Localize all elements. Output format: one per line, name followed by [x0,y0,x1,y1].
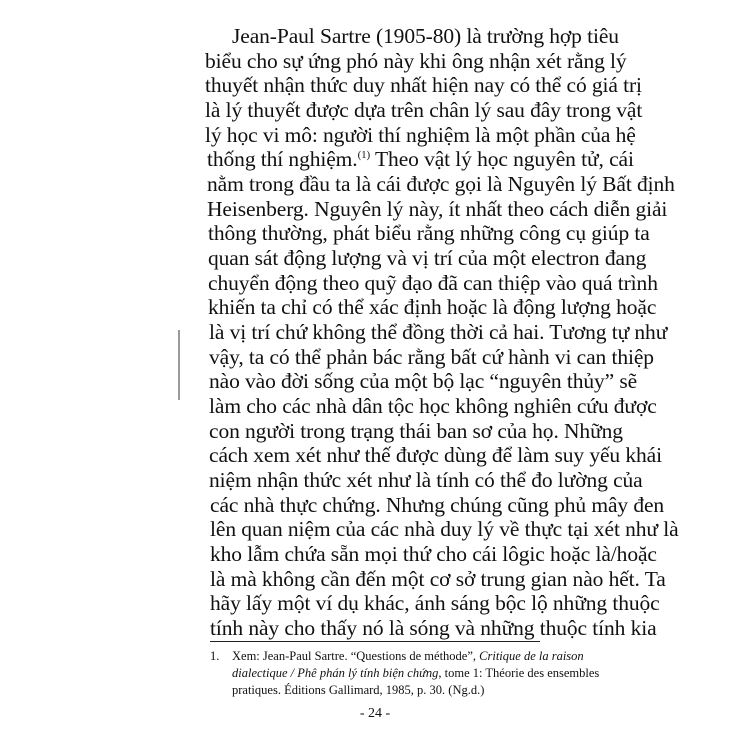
footnote-marker: (1) [357,149,371,162]
page-number: - 24 - [359,706,391,721]
footnote-text: , tome 1: Théorie des ensembles [438,666,600,680]
text-line: là lý thuyết được dựa trên chân lý sau đây trong vật [205,98,643,122]
footnote-line: pratiques. Éditions Gallimard, 1985, p. 30. (Ng.d.) [232,683,485,697]
text-line: thông thường, phát biểu rằng những công cụ giúp ta [208,221,650,246]
text-line: khiến ta chỉ có thể xác định hoặc là động lượng hoặc [208,295,657,320]
text-line: niệm nhận thức xét như là tính có thể đo lường của [209,468,643,492]
text-line: thuyết nhận thức duy nhất hiện nay có thể có giá trị [205,73,642,98]
text-line: quan sát động lượng và vị trí của một electron đang [208,246,647,270]
text-line: các nhà thực chứng. Nhưng chúng cũng phủ mây đen [210,492,665,517]
text-line: cách xem xét như thế được dùng để làm suy yếu khái [209,443,662,468]
footnote-line [210,650,584,663]
text-line-with-footnote [207,149,634,171]
text-line: kho lẫm chứa sẵn mọi thứ cho cái lôgic hoặc là/hoặc [210,542,657,566]
text-line: lý học vi mô: người thí nghiệm là một phần của hệ [205,122,636,147]
footnote-text: Xem: Jean-Paul Sartre. “Questions de méthode”, [232,649,480,663]
text-line: vậy, ta có thể phản bác rằng bất cứ hành vi can thiệp [209,344,654,369]
text-line: là vị trí chứ không thể đồng thời cả hai. Tương tự như [209,320,668,344]
footnote-line [232,667,599,680]
text-line: Heisenberg. Nguyên lý này, ít nhất theo cách diễn giải [207,196,668,221]
text-line: lên quan niệm của các nhà duy lý về thực tại xét như là [210,517,679,542]
text-line: tính này cho thấy nó là sóng và những thuộc tính kia [210,616,657,640]
text-line: là mà không cần đến một cơ sở trung gian nào hết. Ta [210,566,666,591]
text-line: làm cho các nhà dân tộc học không nghiên cứu được [209,394,657,418]
text-line: biểu cho sự ứng phó này khi ông nhận xét rằng lý [205,48,627,73]
footnote-number: 1. [210,649,220,663]
text-segment: thống thí nghiệm. [207,147,358,172]
text-line: hãy lấy một ví dụ khác, ánh sáng bộc lộ những thuộc [210,591,660,616]
text-line: con người trong trạng thái ban sơ của họ. Những [209,418,623,443]
footnote-divider [210,641,540,642]
text-line: nào vào đời sống của một bộ lạc “nguyên thủy” sẽ [209,369,638,394]
text-line: nằm trong đầu ta là cái được gọi là Nguyên lý Bất định [207,172,675,196]
text-segment: Theo vật lý học nguyên tử, cái [375,147,634,172]
footnote-title: dialectique / Phê phán lý tính biện chứng [232,666,439,680]
text-line: Jean-Paul Sartre (1905-80) là trường hợp tiêu [232,24,619,48]
text-line: chuyển động theo quỹ đạo đã can thiệp vào quá trình [208,270,658,295]
footnote-title: Critique de la raison [479,649,584,663]
